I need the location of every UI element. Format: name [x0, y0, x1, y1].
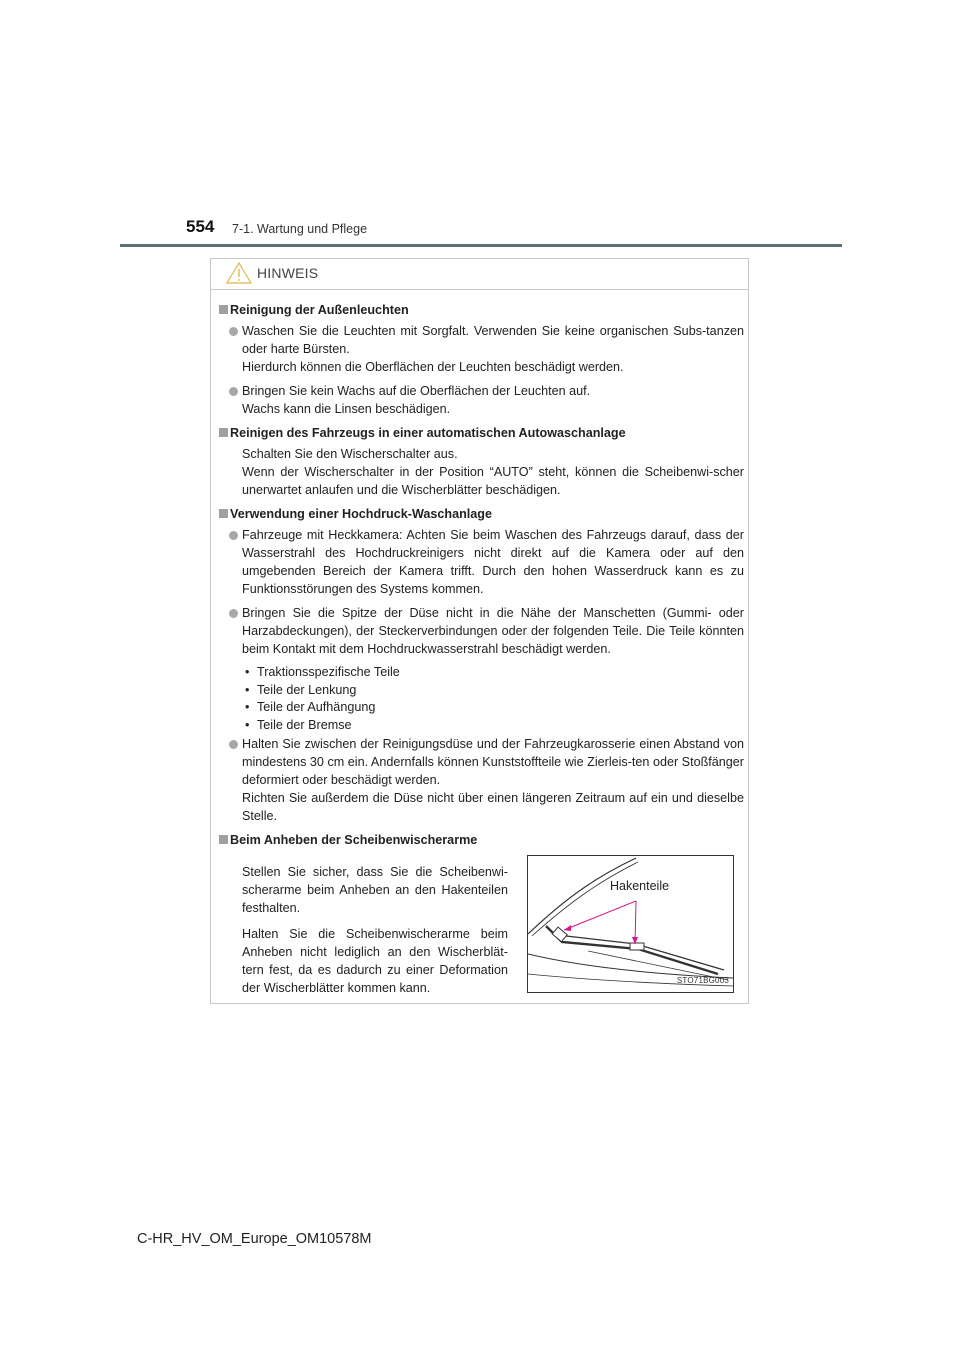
figure-label: Hakenteile [610, 879, 670, 893]
section-heading: Reinigen des Fahrzeugs in einer automatischen Autowaschanlage [219, 424, 744, 442]
bullet-text: Bringen Sie kein Wachs auf die Oberflächen der Leuchten auf. [242, 384, 591, 398]
bullet-item: Fahrzeuge mit Heckkamera: Achten Sie beim Waschen des Fahrzeugs darauf, dass der Wasserstrahl des Hochdruckreinigers nicht direkt auf die Kamera oder auf den umgebenden Bereich der Kamera trifft. Durch den hohen Wasserdruck kann es zu Funktionsstörungen des Systems kommen. [219, 526, 744, 598]
bullet-text: Hierdurch können die Oberflächen der Leuchten beschädigt werden. [242, 360, 624, 374]
list-item: • Teile der Bremse [242, 717, 744, 735]
notice-content [219, 301, 744, 1005]
bullet-item: Bringen Sie die Spitze der Düse nicht in die Nähe der Manschetten (Gummi- oder Harzabdeckungen), der Steckerverbindungen oder der folgenden Teile. Die Teile könnten beim Kontakt mit dem Hochdruckwasserstrahl beschädigt werden. [219, 604, 744, 658]
figure-code: STO71BG003 [676, 976, 729, 985]
bullet-item [219, 735, 744, 825]
bullet-text: Richten Sie außerdem die Düse nicht über einen längeren Zeitraum auf ein und dieselbe Stelle. [242, 791, 744, 823]
page-number: 554 [186, 217, 215, 236]
notice-header [211, 259, 748, 290]
paragraph: Halten Sie die Scheibenwischerarme beim Anheben nicht lediglich an den Wischerblät-tern fest, da es dadurch zu einer Deformation der Wischerblätter kommen kann. [242, 927, 508, 995]
bullet-text: Waschen Sie die Leuchten mit Sorgfalt. Verwenden Sie keine organischen Subs-tanzen oder harte Bürsten. [242, 324, 744, 356]
footer-doc-id: C-HR_HV_OM_Europe_OM10578M [137, 1231, 372, 1247]
header-rule [120, 244, 842, 247]
wiper-text [242, 863, 508, 1005]
warning-triangle-icon [226, 262, 252, 284]
paragraph [219, 445, 744, 499]
paragraph-line: Schalten Sie den Wischerschalter aus. [242, 447, 458, 461]
bullet-item [219, 382, 744, 418]
paragraph-line: Wenn der Wischerschalter in der Position “AUTO” steht, können die Scheibenwi-scher unerwartet anlaufen und die Wischerblätter beschädigen. [242, 465, 744, 497]
wiper-section [219, 855, 744, 1005]
list-item: • Teile der Aufhängung [242, 699, 744, 717]
notice-box [210, 258, 749, 1004]
wiper-figure [527, 855, 734, 993]
bullet-item [219, 322, 744, 376]
list-item: • Traktionsspezifische Teile [242, 664, 744, 682]
sub-list [219, 664, 744, 734]
section-heading: Verwendung einer Hochdruck-Waschanlage [219, 505, 744, 523]
list-item: • Teile der Lenkung [242, 682, 744, 700]
section-heading: Beim Anheben der Scheibenwischerarme [219, 831, 744, 849]
section-heading: Reinigung der Außenleuchten [219, 301, 744, 319]
paragraph: Stellen Sie sicher, dass Sie die Scheibenwi-scherarme beim Anheben an den Hakenteilen festhalten. [242, 865, 508, 915]
section-title: 7-1. Wartung und Pflege [232, 222, 368, 236]
bullet-text: Wachs kann die Linsen beschädigen. [242, 402, 451, 416]
bullet-text: Halten Sie zwischen der Reinigungsdüse und der Fahrzeugkarosserie einen Abstand von mindestens 30 cm ein. Andernfalls können Kunststoffteile wie Zierleis-ten oder Stoßfänger deformiert oder beschädigt werden. [242, 737, 744, 787]
notice-title: HINWEIS [257, 265, 319, 281]
